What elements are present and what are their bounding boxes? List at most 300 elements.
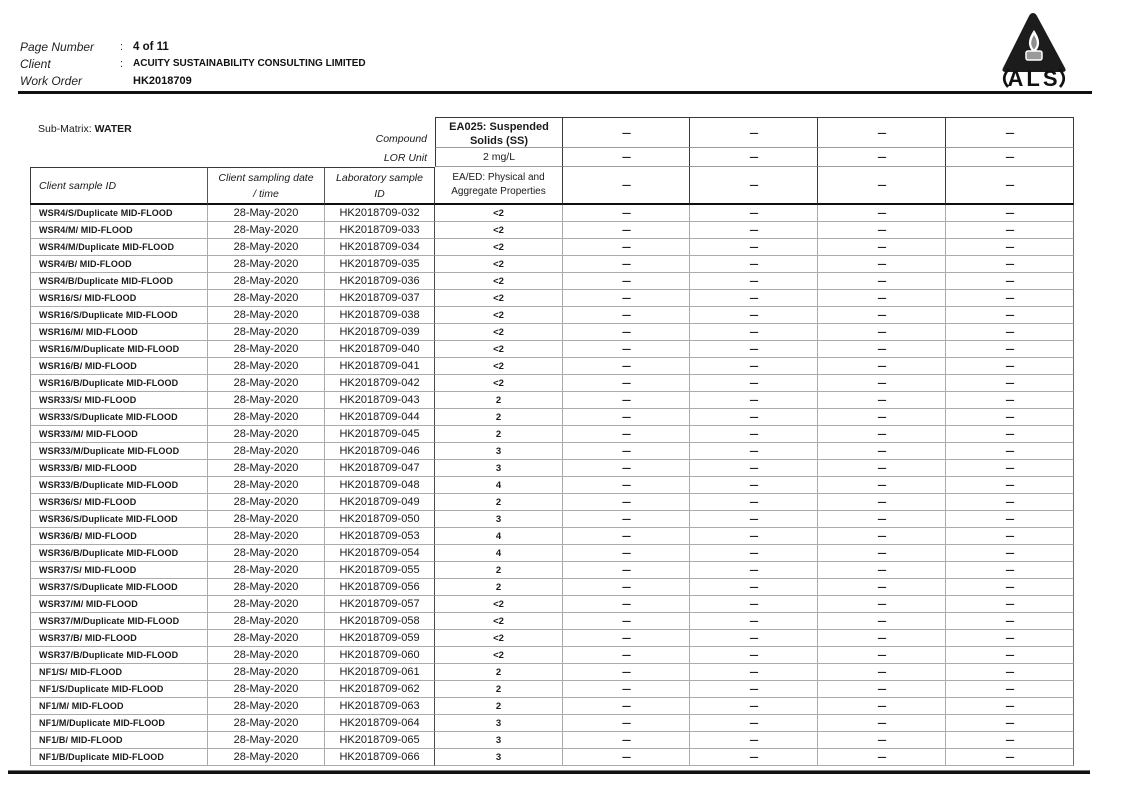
dash-text: ---- [622, 293, 630, 303]
dash-text: ---- [1005, 361, 1014, 371]
dash-cell [946, 273, 1074, 290]
sample-id-cell: WSR36/B/ MID-FLOOD [30, 528, 208, 545]
logo-text: ALS [1007, 66, 1061, 90]
dash-text: ---- [1005, 344, 1014, 354]
dash-cell [946, 426, 1074, 443]
dash-text: ---- [877, 497, 886, 507]
dash-text: ---- [622, 327, 630, 337]
dash-cell [818, 460, 946, 477]
dash-text: ---- [749, 582, 758, 592]
dash-text: ---- [877, 633, 886, 643]
dash-cell [563, 341, 690, 358]
dash-cell [818, 562, 946, 579]
method-dash-cell [818, 167, 946, 205]
ss-value-cell: <2 [435, 256, 563, 273]
dash-text: ---- [1005, 446, 1014, 456]
sample-id-cell: WSR36/S/ MID-FLOOD [30, 494, 208, 511]
sample-id-cell: WSR37/B/Duplicate MID-FLOOD [30, 647, 208, 664]
dash-cell [946, 307, 1074, 324]
sub-matrix-value: WATER [94, 123, 132, 135]
lab-id-cell: HK2018709-039 [325, 324, 435, 341]
dash-text: ---- [877, 378, 886, 388]
sampling-date-cell: 28-May-2020 [208, 409, 325, 426]
lab-id-cell: HK2018709-060 [325, 647, 435, 664]
sampling-date-cell: 28-May-2020 [208, 341, 325, 358]
dash-cell [818, 426, 946, 443]
sampling-date-cell: 28-May-2020 [208, 749, 325, 766]
dash-cell [690, 256, 818, 273]
sample-id-cell: NF1/B/Duplicate MID-FLOOD [30, 749, 208, 766]
ss-value-cell: 4 [435, 528, 563, 545]
dash-cell [563, 494, 690, 511]
dash-text: ---- [622, 701, 630, 711]
dash-cell [946, 392, 1074, 409]
ss-value-cell: <2 [435, 205, 563, 222]
lab-id-cell: HK2018709-063 [325, 698, 435, 715]
dash-cell [563, 239, 690, 256]
dash-cell [690, 477, 818, 494]
lab-id-cell: HK2018709-047 [325, 460, 435, 477]
dash-text: ---- [622, 531, 630, 541]
ss-value-cell: <2 [435, 222, 563, 239]
dash-cell [818, 307, 946, 324]
dash-text: ---- [1005, 310, 1014, 320]
dash-cell [818, 239, 946, 256]
dash-cell [563, 749, 690, 766]
dash-cell [818, 613, 946, 630]
dash-text: ---- [622, 633, 630, 643]
dash-text: ---- [877, 429, 886, 439]
work-order-value: HK2018709 [133, 74, 192, 87]
ss-value-cell: 2 [435, 579, 563, 596]
dash-text: ---- [877, 582, 886, 592]
sampling-date-cell: 28-May-2020 [208, 426, 325, 443]
dash-text: ---- [1005, 242, 1014, 252]
sample-id-cell: WSR37/M/Duplicate MID-FLOOD [30, 613, 208, 630]
col-header-sampling-date [208, 167, 325, 205]
dash-text: ---- [877, 667, 886, 677]
dash-text: ---- [749, 127, 758, 138]
method-dash-cell [563, 167, 690, 205]
dash-text: ---- [1005, 684, 1014, 694]
lab-id-cell: HK2018709-065 [325, 732, 435, 749]
sample-id-cell: WSR4/B/ MID-FLOOD [30, 256, 208, 273]
dash-text: ---- [622, 378, 630, 388]
dash-text: ---- [877, 310, 886, 320]
dash-text: ---- [877, 463, 886, 473]
dash-cell [946, 494, 1074, 511]
lab-id-cell: HK2018709-057 [325, 596, 435, 613]
dash-text: ---- [1005, 633, 1014, 643]
dash-text: ---- [877, 684, 886, 694]
dash-cell [563, 732, 690, 749]
dash-cell [818, 579, 946, 596]
sample-id-cell: WSR37/M/ MID-FLOOD [30, 596, 208, 613]
dash-cell [946, 324, 1074, 341]
compound-dash-cell [690, 117, 818, 148]
dash-cell [818, 256, 946, 273]
dash-text: ---- [877, 344, 886, 354]
sample-id-cell: WSR4/S/Duplicate MID-FLOOD [30, 205, 208, 222]
lab-id-cell: HK2018709-037 [325, 290, 435, 307]
ss-value-cell: 2 [435, 698, 563, 715]
dash-cell [818, 205, 946, 222]
dash-text: ---- [622, 667, 630, 677]
dash-cell [946, 647, 1074, 664]
lab-id-cell: HK2018709-032 [325, 205, 435, 222]
lab-id-cell: HK2018709-048 [325, 477, 435, 494]
dash-text: ---- [877, 718, 886, 728]
dash-cell [946, 341, 1074, 358]
ss-value-cell: <2 [435, 375, 563, 392]
dash-cell [563, 579, 690, 596]
lab-id-cell: HK2018709-036 [325, 273, 435, 290]
dash-text: ---- [622, 259, 630, 269]
dash-cell [690, 341, 818, 358]
sampling-date-cell: 28-May-2020 [208, 511, 325, 528]
analyte-lor-unit-cell: 2 mg/L [435, 148, 563, 167]
ss-value-cell: <2 [435, 273, 563, 290]
dash-cell [818, 681, 946, 698]
dash-text: ---- [749, 718, 758, 728]
dash-text: ---- [1005, 127, 1014, 138]
ss-value-cell: 2 [435, 494, 563, 511]
dash-text: ---- [877, 242, 886, 252]
page-number-row [20, 38, 366, 55]
dash-text: ---- [1005, 395, 1014, 405]
lab-id-cell: HK2018709-041 [325, 358, 435, 375]
dash-cell [818, 409, 946, 426]
compound-dash-cell [563, 117, 690, 148]
ss-value-cell: <2 [435, 358, 563, 375]
sample-id-cell: WSR37/S/ MID-FLOOD [30, 562, 208, 579]
dash-cell [690, 426, 818, 443]
ss-value-cell: <2 [435, 324, 563, 341]
sampling-date-cell: 28-May-2020 [208, 307, 325, 324]
sampling-date-cell: 28-May-2020 [208, 256, 325, 273]
analyte-name-cell [435, 117, 563, 148]
sampling-date-cell: 28-May-2020 [208, 239, 325, 256]
sample-id-cell: WSR16/S/ MID-FLOOD [30, 290, 208, 307]
sample-id-cell: WSR33/S/Duplicate MID-FLOOD [30, 409, 208, 426]
dash-text: ---- [622, 463, 630, 473]
dash-cell [690, 273, 818, 290]
page-number-colon: : [120, 40, 124, 53]
dash-text: ---- [749, 650, 758, 660]
dash-text: ---- [1005, 259, 1014, 269]
dash-cell [690, 579, 818, 596]
lab-id-cell: HK2018709-040 [325, 341, 435, 358]
dash-text: ---- [622, 650, 630, 660]
dash-text: ---- [877, 327, 886, 337]
dash-text: ---- [749, 242, 758, 252]
ss-value-cell: 3 [435, 460, 563, 477]
dash-text: ---- [1005, 735, 1014, 745]
dash-text: ---- [622, 565, 630, 575]
dash-text: ---- [877, 446, 886, 456]
dash-cell [946, 698, 1074, 715]
lab-id-cell: HK2018709-058 [325, 613, 435, 630]
sample-id-cell: WSR33/S/ MID-FLOOD [30, 392, 208, 409]
dash-cell [818, 732, 946, 749]
sampling-date-cell: 28-May-2020 [208, 698, 325, 715]
sampling-date-line2: / time [253, 187, 279, 200]
sample-id-cell: WSR36/B/Duplicate MID-FLOOD [30, 545, 208, 562]
dash-cell [818, 477, 946, 494]
table-header-left-top [30, 117, 435, 148]
lab-id-cell: HK2018709-053 [325, 528, 435, 545]
method-line2: Aggregate Properties [451, 186, 546, 197]
lab-id-cell: HK2018709-061 [325, 664, 435, 681]
dash-text: ---- [1005, 531, 1014, 541]
dash-cell [690, 205, 818, 222]
sampling-date-line1: Client sampling date [218, 171, 314, 184]
sample-id-cell: WSR33/B/ MID-FLOOD [30, 460, 208, 477]
lab-id-cell: HK2018709-056 [325, 579, 435, 596]
lab-id-cell: HK2018709-034 [325, 239, 435, 256]
ss-value-cell: 3 [435, 749, 563, 766]
dash-text: ---- [622, 208, 630, 218]
dash-cell [690, 749, 818, 766]
compound-label: Compound [375, 133, 427, 145]
dash-text: ---- [622, 276, 630, 286]
dash-text: ---- [622, 616, 630, 626]
dash-cell [690, 392, 818, 409]
dash-cell [818, 341, 946, 358]
sampling-date-cell: 28-May-2020 [208, 392, 325, 409]
dash-text: ---- [877, 548, 886, 558]
method-dash-cell [946, 167, 1074, 205]
dash-cell [690, 613, 818, 630]
dash-cell [563, 562, 690, 579]
dash-cell [946, 715, 1074, 732]
lab-id-cell: HK2018709-042 [325, 375, 435, 392]
method-line1: EA/ED: Physical and [452, 172, 545, 183]
dash-text: ---- [622, 497, 630, 507]
sampling-date-cell: 28-May-2020 [208, 222, 325, 239]
dash-cell [563, 698, 690, 715]
dash-cell [690, 681, 818, 698]
dash-text: ---- [1005, 208, 1014, 218]
analyte-name-line2: Solids (SS) [469, 134, 529, 147]
dash-text: ---- [1005, 548, 1014, 558]
report-header [20, 38, 366, 89]
dash-cell [563, 426, 690, 443]
lab-id-cell: HK2018709-059 [325, 630, 435, 647]
dash-cell [690, 647, 818, 664]
dash-text: ---- [1005, 514, 1014, 524]
dash-text: ---- [1005, 152, 1014, 162]
dash-cell [818, 528, 946, 545]
dash-text: ---- [622, 735, 630, 745]
dash-text: ---- [1005, 429, 1014, 439]
sampling-date-cell: 28-May-2020 [208, 375, 325, 392]
dash-cell [818, 545, 946, 562]
ss-value-cell: 2 [435, 681, 563, 698]
client-label: Client [20, 56, 51, 71]
dash-text: ---- [1005, 412, 1014, 422]
work-order-row [20, 72, 366, 89]
client-colon: : [120, 57, 124, 70]
dash-text: ---- [749, 565, 758, 575]
als-logo-graphic [995, 10, 1073, 90]
dash-text: ---- [622, 599, 630, 609]
dash-cell [946, 630, 1074, 647]
dash-cell [690, 324, 818, 341]
compound-dash-cell [818, 117, 946, 148]
dash-cell [946, 409, 1074, 426]
sample-id-cell: WSR4/M/ MID-FLOOD [30, 222, 208, 239]
sample-id-cell: WSR33/M/ MID-FLOOD [30, 426, 208, 443]
dash-text: ---- [749, 599, 758, 609]
lab-id-cell: HK2018709-033 [325, 222, 435, 239]
dash-cell [818, 494, 946, 511]
dash-text: ---- [622, 344, 630, 354]
dash-text: ---- [622, 548, 630, 558]
page-number-label: Page Number [20, 39, 95, 54]
dash-text: ---- [877, 480, 886, 490]
ss-value-cell: <2 [435, 290, 563, 307]
lab-sample-line2: ID [374, 187, 385, 200]
sampling-date-cell: 28-May-2020 [208, 494, 325, 511]
dash-cell [563, 375, 690, 392]
dash-text: ---- [622, 752, 630, 762]
dash-text: ---- [622, 127, 630, 138]
dash-cell [690, 562, 818, 579]
dash-text: ---- [622, 718, 630, 728]
dash-text: ---- [749, 497, 758, 507]
dash-text: ---- [749, 548, 758, 558]
dash-text: ---- [877, 565, 886, 575]
dash-text: ---- [1005, 616, 1014, 626]
dash-cell [563, 392, 690, 409]
dash-text: ---- [749, 152, 758, 162]
analyte-name-line1: EA025: Suspended [449, 120, 549, 133]
dash-cell [946, 290, 1074, 307]
sample-id-cell: NF1/S/Duplicate MID-FLOOD [30, 681, 208, 698]
dash-text: ---- [1005, 582, 1014, 592]
lor-dash-cell [563, 148, 690, 167]
sampling-date-cell: 28-May-2020 [208, 579, 325, 596]
lab-id-cell: HK2018709-054 [325, 545, 435, 562]
dash-cell [690, 307, 818, 324]
dash-text: ---- [877, 412, 886, 422]
dash-text: ---- [749, 667, 758, 677]
dash-text: ---- [1005, 718, 1014, 728]
sample-id-cell: NF1/M/Duplicate MID-FLOOD [30, 715, 208, 732]
work-order-label: Work Order [20, 73, 83, 88]
dash-cell [946, 443, 1074, 460]
sampling-date-cell: 28-May-2020 [208, 596, 325, 613]
dash-cell [563, 511, 690, 528]
ss-value-cell: 4 [435, 545, 563, 562]
dash-text: ---- [622, 684, 630, 694]
sampling-date-cell: 28-May-2020 [208, 562, 325, 579]
dash-cell [818, 273, 946, 290]
sampling-date-cell: 28-May-2020 [208, 273, 325, 290]
dash-cell [818, 698, 946, 715]
ss-value-cell: <2 [435, 341, 563, 358]
dash-cell [563, 205, 690, 222]
dash-text: ---- [749, 480, 758, 490]
dash-cell [818, 664, 946, 681]
dash-text: ---- [622, 361, 630, 371]
lab-id-cell: HK2018709-050 [325, 511, 435, 528]
logo-candle [1026, 51, 1042, 60]
dash-cell [818, 375, 946, 392]
dash-cell [563, 358, 690, 375]
sampling-date-cell: 28-May-2020 [208, 732, 325, 749]
dash-cell [690, 715, 818, 732]
col-header-lab-sample-id [325, 167, 435, 205]
sampling-date-cell: 28-May-2020 [208, 545, 325, 562]
dash-cell [563, 443, 690, 460]
dash-cell [563, 630, 690, 647]
dash-cell [946, 749, 1074, 766]
dash-cell [563, 477, 690, 494]
sample-id-cell: WSR4/M/Duplicate MID-FLOOD [30, 239, 208, 256]
dash-text: ---- [1005, 480, 1014, 490]
dash-cell [946, 375, 1074, 392]
sample-id-cell: WSR37/B/ MID-FLOOD [30, 630, 208, 647]
dash-text: ---- [622, 152, 630, 162]
sub-matrix-label: Sub-Matrix: [38, 123, 92, 135]
sampling-date-cell: 28-May-2020 [208, 324, 325, 341]
dash-text: ---- [877, 152, 886, 162]
lab-id-cell: HK2018709-062 [325, 681, 435, 698]
dash-text: ---- [1005, 565, 1014, 575]
dash-cell [563, 681, 690, 698]
dash-text: ---- [749, 531, 758, 541]
dash-cell [690, 664, 818, 681]
dash-text: ---- [877, 127, 886, 138]
sample-id-cell: WSR4/B/Duplicate MID-FLOOD [30, 273, 208, 290]
ss-value-cell: <2 [435, 307, 563, 324]
sub-matrix-text [38, 123, 132, 135]
dash-text: ---- [749, 276, 758, 286]
dash-cell [946, 205, 1074, 222]
dash-text: ---- [749, 429, 758, 439]
lab-id-cell: HK2018709-043 [325, 392, 435, 409]
lab-id-cell: HK2018709-064 [325, 715, 435, 732]
dash-text: ---- [1005, 276, 1014, 286]
dash-cell [818, 290, 946, 307]
ss-value-cell: <2 [435, 613, 563, 630]
sample-id-cell: WSR37/S/Duplicate MID-FLOOD [30, 579, 208, 596]
dash-cell [946, 528, 1074, 545]
sampling-date-cell: 28-May-2020 [208, 681, 325, 698]
dash-cell [690, 511, 818, 528]
lab-id-cell: HK2018709-045 [325, 426, 435, 443]
dash-cell [690, 460, 818, 477]
sampling-date-cell: 28-May-2020 [208, 205, 325, 222]
dash-text: ---- [622, 446, 630, 456]
dash-cell [818, 511, 946, 528]
als-logo [995, 10, 1073, 90]
dash-cell [818, 715, 946, 732]
dash-text: ---- [1005, 752, 1014, 762]
dash-text: ---- [749, 180, 758, 190]
sampling-date-cell: 28-May-2020 [208, 290, 325, 307]
dash-text: ---- [749, 616, 758, 626]
dash-text: ---- [749, 293, 758, 303]
lab-id-cell: HK2018709-046 [325, 443, 435, 460]
sampling-date-cell: 28-May-2020 [208, 460, 325, 477]
dash-text: ---- [877, 599, 886, 609]
dash-cell [946, 477, 1074, 494]
sample-id-cell: NF1/M/ MID-FLOOD [30, 698, 208, 715]
dash-text: ---- [749, 344, 758, 354]
